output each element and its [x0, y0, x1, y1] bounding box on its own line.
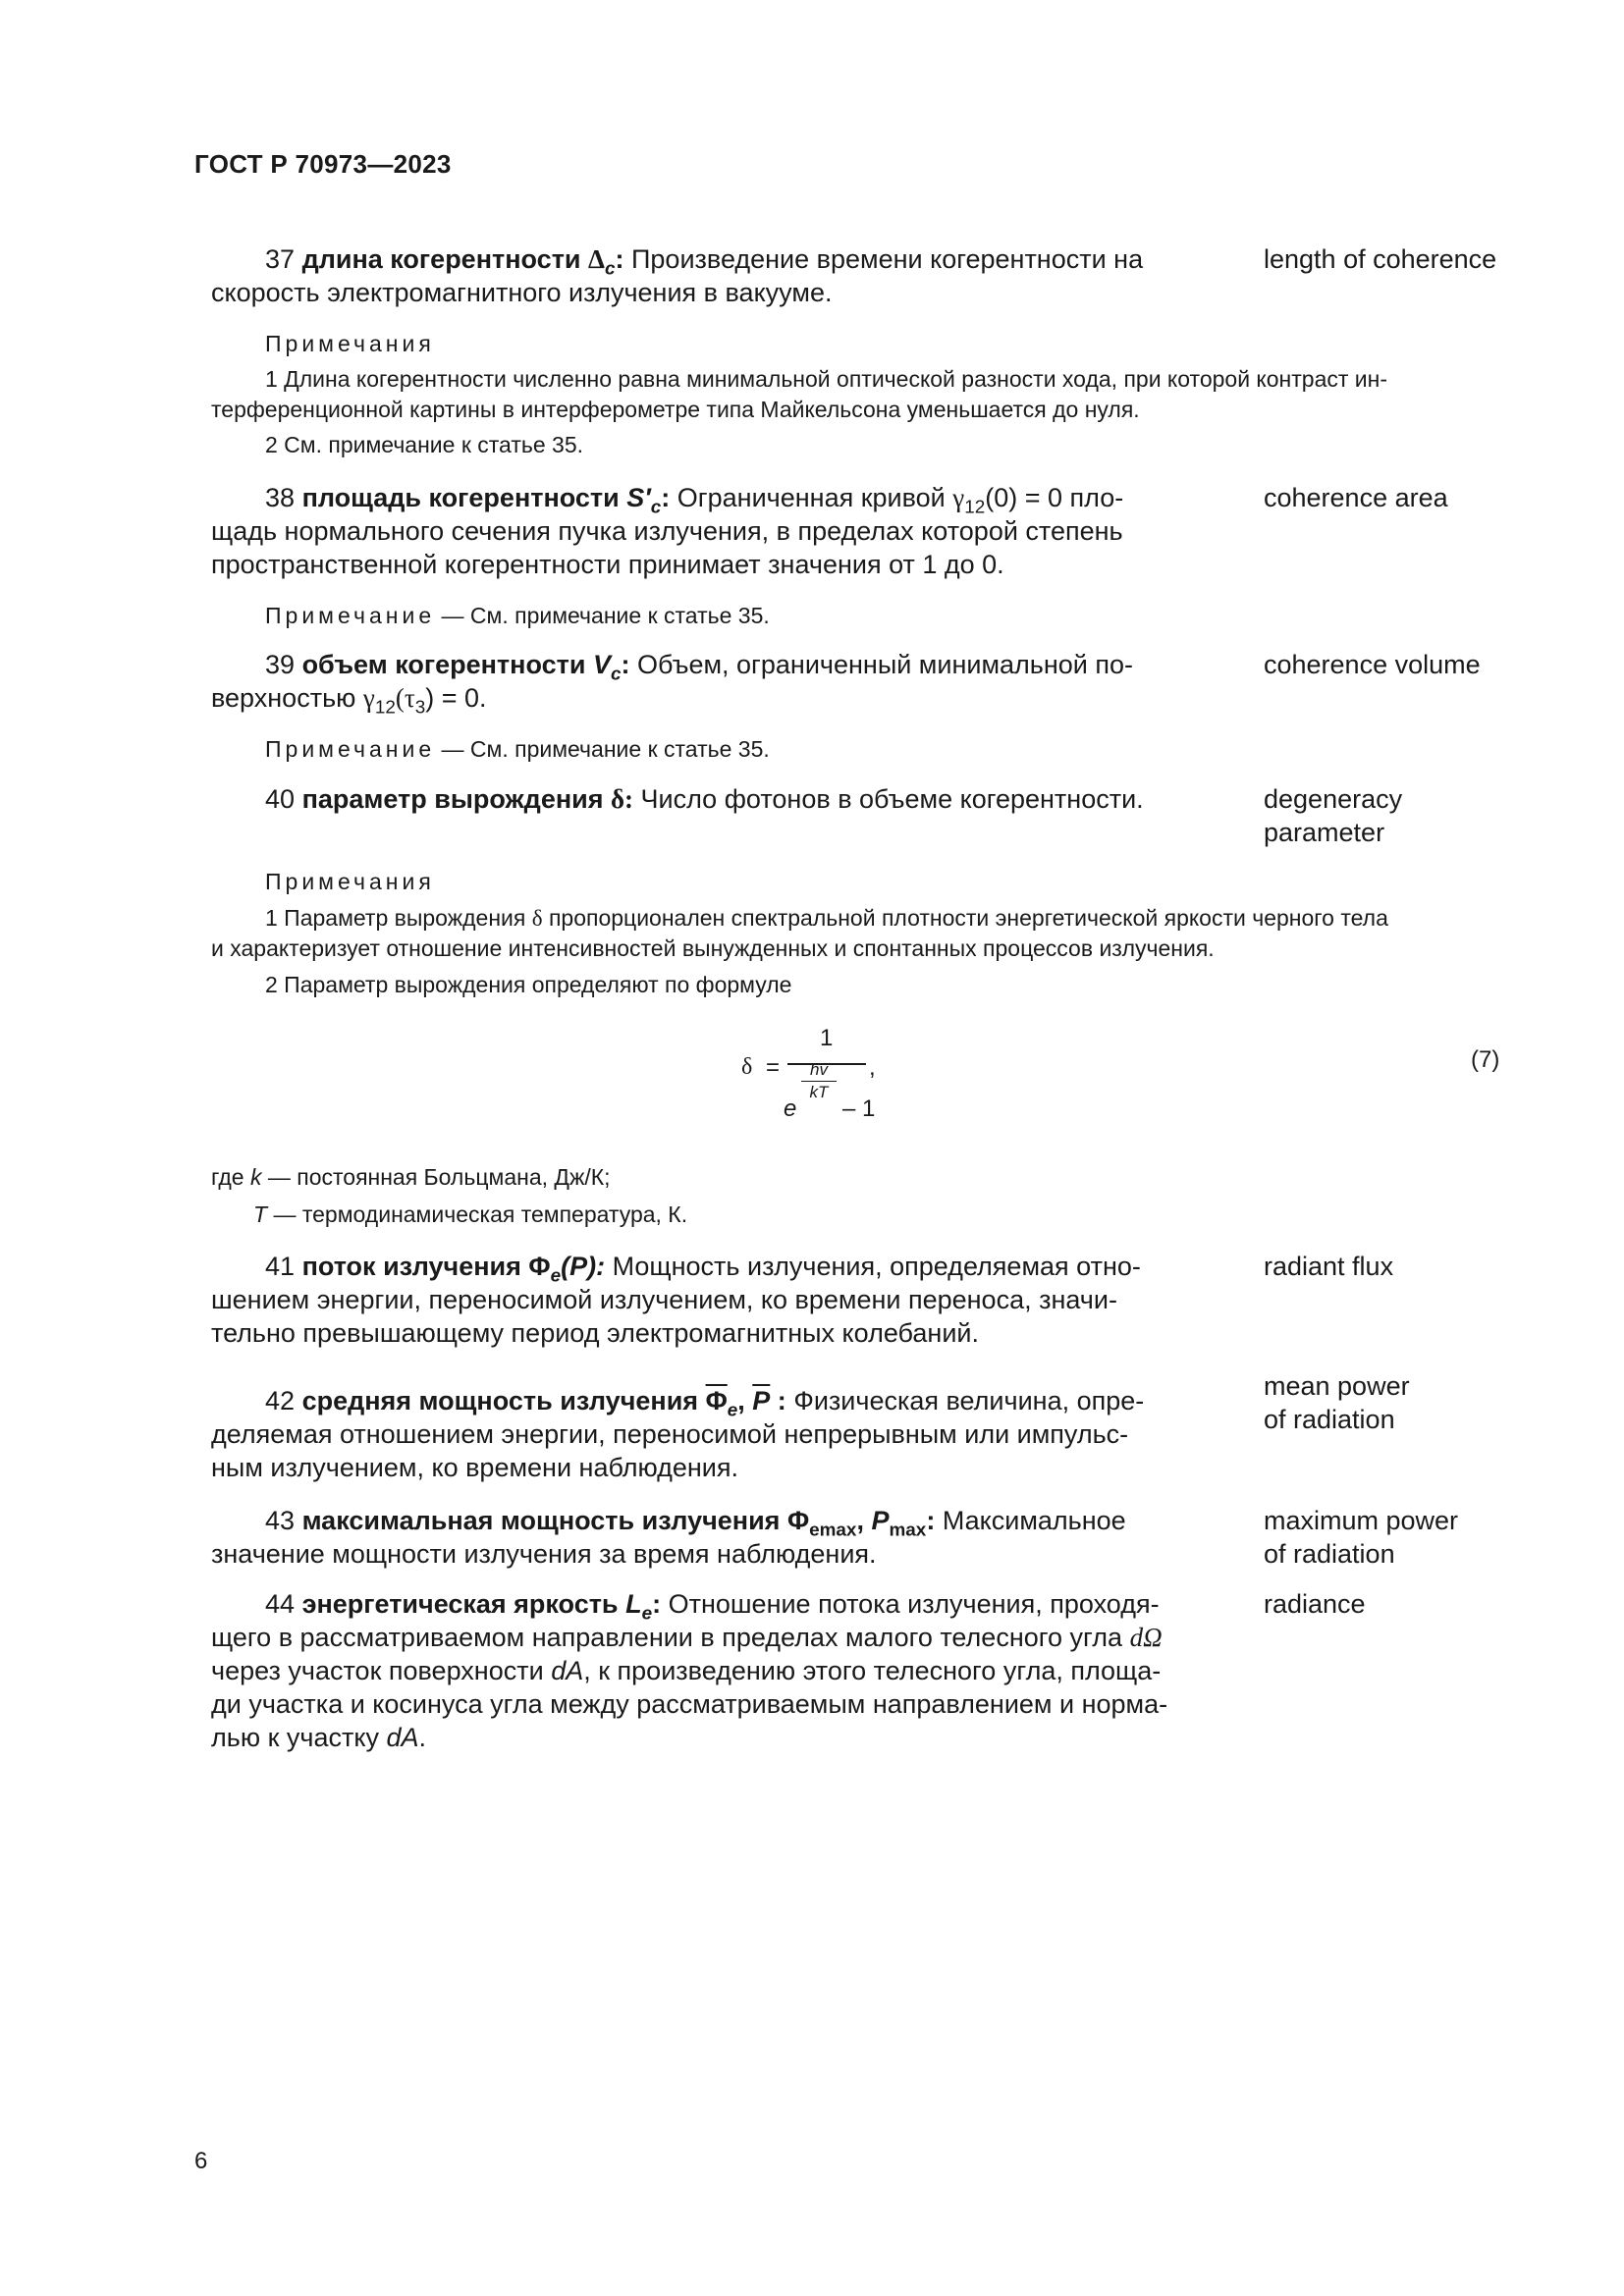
term-41-name: поток излучения	[301, 1252, 521, 1281]
exponent-fraction: hv kT	[801, 1060, 837, 1102]
term-38-note: Примечание — См. примечание к статье 35.	[265, 603, 770, 628]
term-37-notes-label: Примечания	[265, 331, 435, 356]
term-39-english: coherence volume	[1264, 650, 1481, 679]
term-40-english: degeneracy parameter	[1264, 784, 1403, 847]
term-42-definition: 42 средняя мощность излучения $\overline{\Phi}_e$, $\overline{P}$ : Физическая величина, опре- деляемая отношением энергии, переносимой непрерывным или импульс- ным излучением, ко времени наблюдения.	[211, 1386, 1145, 1482]
term-41-definition: 41 поток излучения $\Phi_e(P)$: Мощность излучения, определяемая отно- шением энергии, переносимой излучением, ко времени переноса, значи- тельно превышающему период электромагнитных колебаний.	[211, 1252, 1141, 1348]
term-37-name: длина когерентности	[301, 244, 581, 274]
term-37-note-1: 1 Длина когерентности численно равна минимальной оптической разности хода, при которой контраст ин- терференционной картины в интерферометре типа Майкельсона уменьшается до нуля.	[211, 366, 1387, 422]
where-t: T — термодинамическая температура, К.	[253, 1201, 688, 1227]
term-43-english: maximum power of radiation	[1264, 1506, 1459, 1569]
term-38-name: площадь когерентности	[301, 483, 620, 512]
term-40-note-2: 2 Параметр вырождения определяют по формуле	[265, 972, 792, 997]
term-44-english: radiance	[1264, 1589, 1366, 1619]
term-37-english: length of coherence	[1264, 244, 1497, 274]
term-39-name: объем когерентности	[301, 650, 586, 679]
formula-7: δ = 1 , hv kT e – 1	[741, 1025, 876, 1122]
document-header: ГОСТ Р 70973—2023	[194, 149, 452, 179]
term-37-note-2: 2 См. примечание к статье 35.	[265, 432, 584, 457]
page-number: 6	[194, 2148, 208, 2174]
term-40-definition: 40 параметр вырождения δ: Число фотонов в объеме когерентности.	[265, 784, 1144, 814]
term-40-notes-label: Примечания	[265, 869, 435, 894]
term-38-english: coherence area	[1264, 483, 1448, 512]
term-43-definition: 43 максимальная мощность излучения $\Phi_{emax}$, $P_{max}$: Максимальное значение мощности излучения за время наблюдения.	[211, 1506, 1126, 1569]
term-43-name: максимальная мощность излучения	[301, 1506, 781, 1535]
where-k: где k — постоянная Больцмана, Дж/К;	[211, 1164, 611, 1190]
formula-number: (7)	[1471, 1046, 1500, 1073]
term-42-name: средняя мощность излучения	[301, 1386, 699, 1415]
term-41-english: radiant flux	[1264, 1252, 1394, 1281]
term-38-definition: 38 площадь когерентности $S'_c$: Ограниченная кривой $\gamma_{12}(0) = 0$ пло- щадь нормального сечения пучка излучения, в пределах которой степень пространственной когерентности принимает значения от 1 до 0.	[211, 483, 1124, 579]
term-44-definition: 44 энергетическая яркость $L_e$: Отношение потока излучения, проходя- щего в рассматриваемом направлении в пределах малого телесного угла dΩ через участок поверхности dA, к произведению этого телесного угла, площа- ди участка и косинуса угла между рассматриваемым направлением и норма- лью к участку dA.	[211, 1589, 1168, 1752]
term-39-definition: 39 объем когерентности $V_c$: Объем, ограниченный минимальной по- верхностью $\gamma_{12}(\tau_3) = 0$.	[211, 650, 1133, 719]
term-40-note-1: 1 Параметр вырождения δ пропорционален спектральной плотности энергетической яркости черного тела и характеризует отношение интенсивностей вынужденных и спонтанных процессов излучения.	[211, 905, 1388, 961]
term-44-name: энергетическая яркость	[301, 1589, 619, 1619]
term-39-note: Примечание — См. примечание к статье 35.	[265, 736, 770, 762]
term-37-definition: 37 длина когерентности $\Delta_c$: Произведение времени когерентности на скорость электромагнитного излучения в вакууме.	[211, 244, 1144, 307]
term-42-english: mean power of radiation	[1264, 1371, 1410, 1434]
term-40-name: параметр вырождения	[301, 784, 604, 814]
